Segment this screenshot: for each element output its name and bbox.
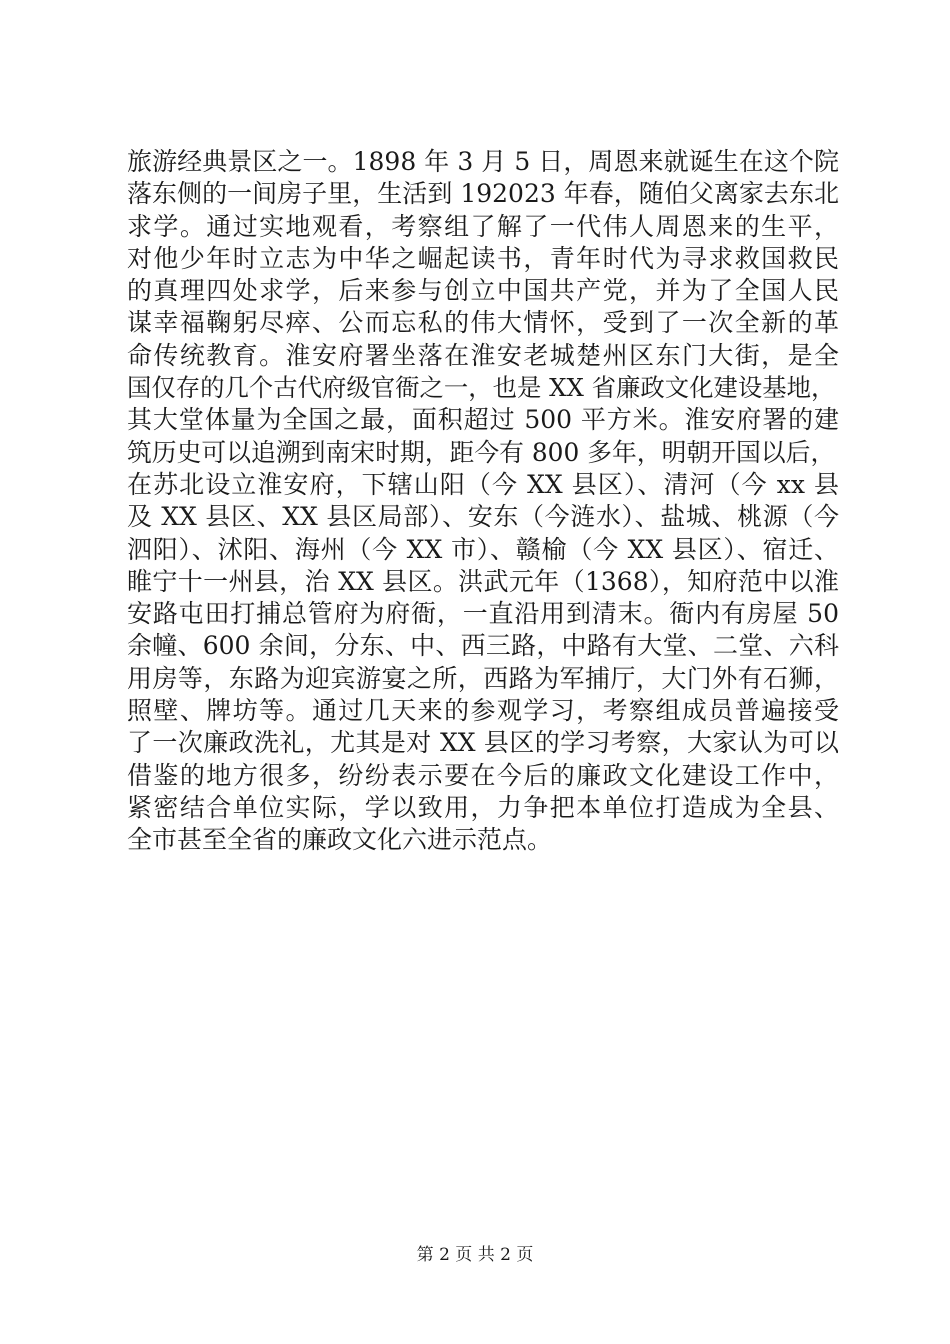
text-line: 用房等，东路为迎宾游宴之所，西路为军捕厅，大门外有石狮，: [127, 663, 839, 693]
text-line: 对他少年时立志为中华之崛起读书，青年时代为寻求救国救民: [127, 243, 839, 273]
text-line: 余幢、600 余间，分东、中、西三路，中路有大堂、二堂、六科: [127, 631, 839, 661]
text-line: 了一次廉政洗礼，尤其是对 XX 县区的学习考察，大家认为可以: [127, 728, 839, 758]
text-line: 睢宁十一州县，治 XX 县区。洪武元年（1368），知府范中以淮: [127, 566, 839, 596]
text-line: 安路屯田打捕总管府为府衙，一直沿用到清末。衙内有房屋 50: [127, 599, 839, 629]
text-line: 筑历史可以追溯到南宋时期，距今有 800 多年，明朝开国以后，: [127, 437, 836, 467]
text-line: 落东侧的一间房子里，生活到 192023 年春，随伯父离家去东北: [127, 179, 839, 209]
text-line: 旅游经典景区之一。1898 年 3 月 5 日，周恩来就诞生在这个院: [127, 147, 839, 176]
body-paragraph: [127, 146, 839, 857]
text-line: 命传统教育。淮安府署坐落在淮安老城楚州区东门大街，是全: [127, 340, 839, 370]
text-line: 在苏北设立淮安府，下辖山阳（今 XX 县区）、清河（今 xx 县: [127, 469, 839, 499]
text-line: 全市甚至全省的廉政文化六进示范点。: [127, 825, 553, 855]
text-line: 谋幸福鞠躬尽瘁、公而忘私的伟大情怀，受到了一次全新的革: [127, 308, 839, 338]
text-line: 借鉴的地方很多，纷纷表示要在今后的廉政文化建设工作中，: [127, 760, 839, 790]
text-line: 泗阳）、沭阳、海州（今 XX 市）、赣榆（今 XX 县区）、宿迁、: [127, 534, 839, 564]
text-line: 照壁、牌坊等。通过几天来的参观学习，考察组成员普遍接受: [127, 696, 839, 726]
text-line: 求学。通过实地观看，考察组了解了一代伟人周恩来的生平，: [127, 211, 839, 241]
text-line: 国仅存的几个古代府级官衙之一，也是 XX 省廉政文化建设基地，: [127, 373, 836, 403]
text-line: 紧密结合单位实际，学以致用，力争把本单位打造成为全县、: [127, 792, 839, 822]
text-line: 及 XX 县区、XX 县区局部）、安东（今涟水）、盐城、桃源（今: [127, 502, 839, 532]
page-footer: [0, 1244, 950, 1266]
page-indicator: 第 2 页 共 2 页: [416, 1245, 534, 1265]
text-line: 其大堂体量为全国之最，面积超过 500 平方米。淮安府署的建: [127, 405, 839, 435]
text-line: 的真理四处求学，后来参与创立中国共产党，并为了全国人民: [127, 276, 839, 306]
